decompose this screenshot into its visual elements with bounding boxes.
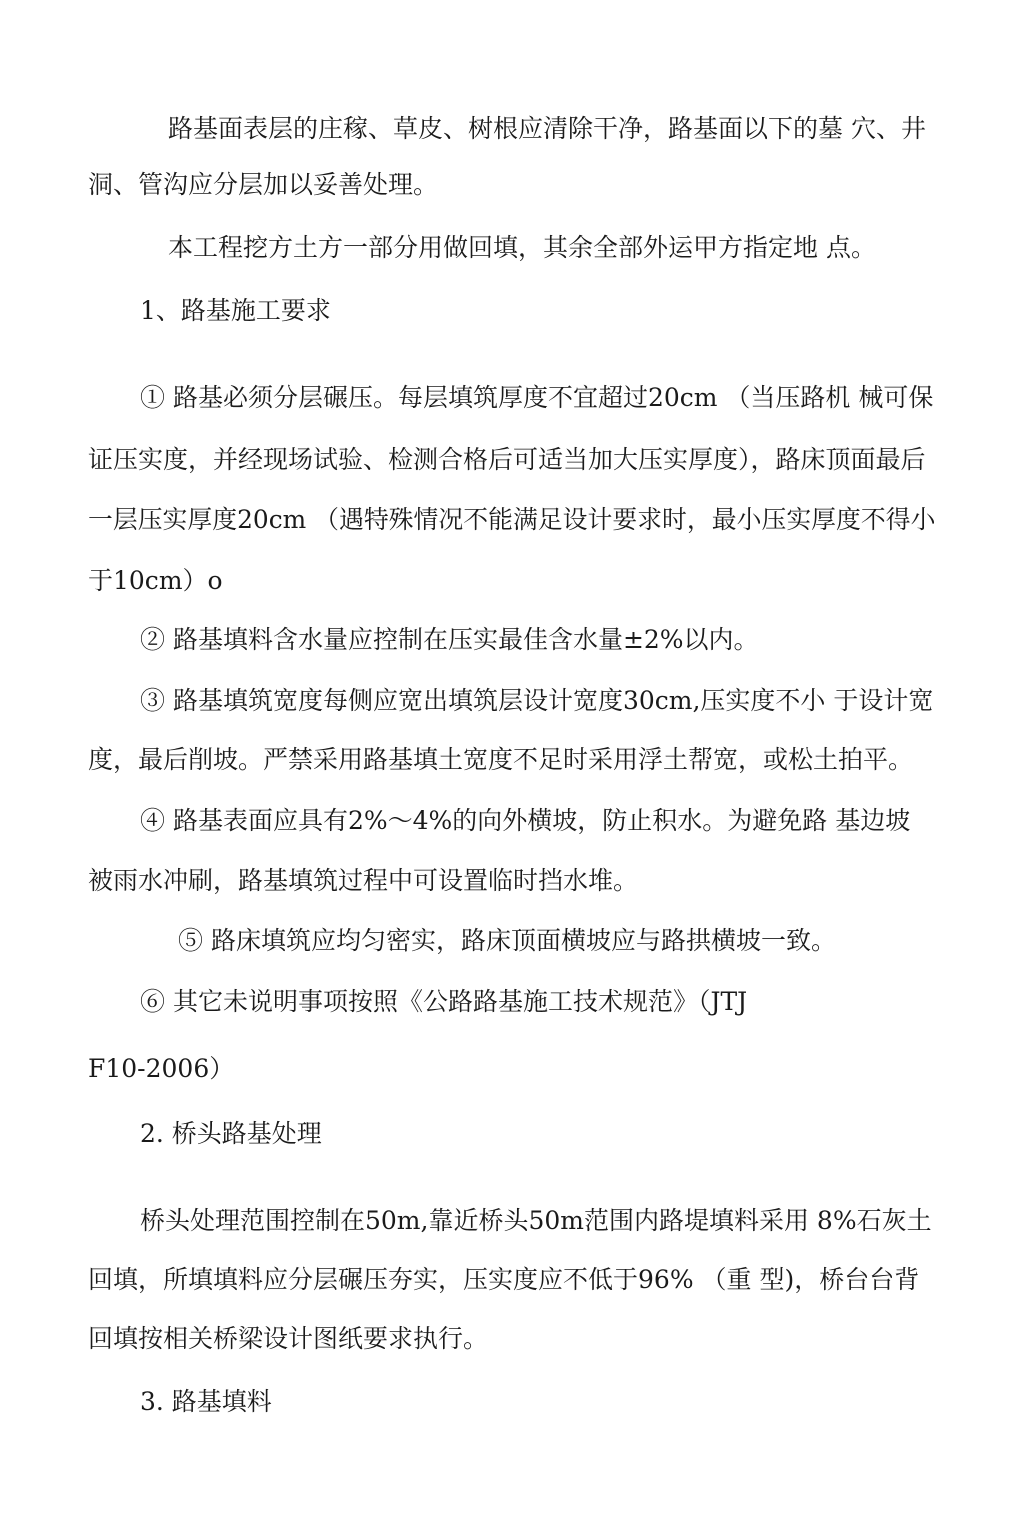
text-line: ⑥ 其它未说明事项按照《公路路基施工技术规范》（JTJ xyxy=(140,987,748,1016)
text-line: 度，最后削坡。严禁采用路基填土宽度不足时采用浮土帮宽，或松土拍平。 xyxy=(88,745,914,774)
text-line: ⑤ 路床填筑应均匀密实，路床顶面横坡应与路拱横坡一致。 xyxy=(178,926,836,955)
text-line: 于10cm）o xyxy=(88,566,223,595)
text-line: ④ 路基表面应具有2%～4%的向外横坡，防止积水。为避免路 基边坡 xyxy=(140,806,911,835)
text-line: 被雨水冲刷，路基填筑过程中可设置临时挡水堆。 xyxy=(88,866,639,895)
text-line: 桥头处理范围控制在50m,靠近桥头50m范围内路堤填料采用 8%石灰土 xyxy=(140,1206,932,1235)
text-line: 证压实度，并经现场试验、检测合格后可适当加大压实厚度），路床顶面最后 xyxy=(88,445,926,474)
section-heading: 1、路基施工要求 xyxy=(140,296,331,325)
section-heading: 2. 桥头路基处理 xyxy=(140,1119,322,1148)
text-line: 路基面表层的庄稼、草皮、树根应清除干净，路基面以下的墓 穴、井 xyxy=(168,114,926,143)
text-line: ② 路基填料含水量应控制在压实最佳含水量±2%以内。 xyxy=(140,625,759,654)
text-line: 一层压实厚度20cm （遇特殊情况不能满足设计要求时，最小压实厚度不得小 xyxy=(88,505,936,534)
text-line: F10-2006） xyxy=(88,1054,235,1083)
text-line: ① 路基必须分层碾压。每层填筑厚度不宜超过20cm （当压路机 械可保 xyxy=(140,383,934,412)
text-line: 洞、管沟应分层加以妥善处理。 xyxy=(88,170,439,199)
text-line: ③ 路基填筑宽度每侧应宽出填筑层设计宽度30cm,压实度不小 于设计宽 xyxy=(140,686,934,715)
section-heading: 3. 路基填料 xyxy=(140,1387,272,1416)
text-line: 回填，所填填料应分层碾压夯实，压实度应不低于96% （重 型)，桥台台背 xyxy=(88,1265,920,1294)
text-line: 本工程挖方土方一部分用做回填，其余全部外运甲方指定地 点。 xyxy=(168,233,876,262)
text-line: 回填按相关桥梁设计图纸要求执行。 xyxy=(88,1324,489,1353)
